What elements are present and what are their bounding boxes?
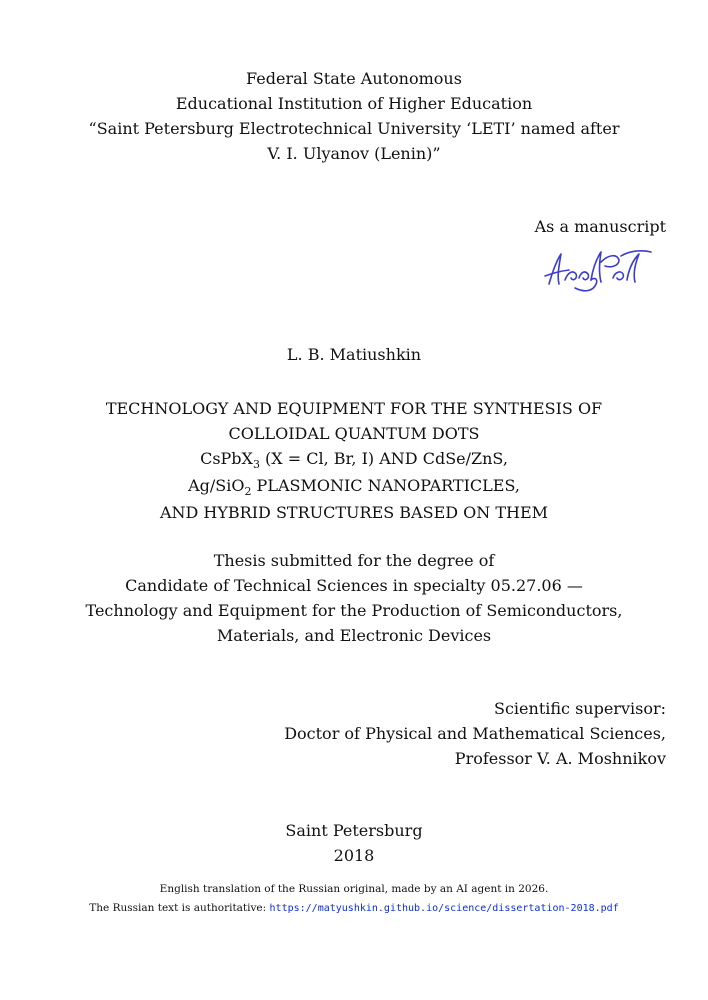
degree-line-2: Candidate of Technical Sciences in specialty 05.27.06 —: [125, 576, 583, 595]
title-line-3: [0, 446, 708, 473]
signature-icon: [535, 240, 655, 296]
degree-statement: [0, 548, 708, 648]
supervisor-label: Scientific supervisor:: [494, 699, 666, 718]
title-line-5: AND HYBRID STRUCTURES BASED ON THEM: [159, 503, 549, 522]
translation-note: [0, 880, 708, 918]
institution-line-2: Educational Institution of Higher Education: [175, 94, 533, 113]
supervisor-name: Professor V. A. Moshnikov: [454, 749, 666, 768]
institution-line-3: “Saint Petersburg Electrotechnical University ‘LETI’ named after: [88, 119, 620, 138]
manuscript-label: As a manuscript: [534, 217, 666, 236]
degree-line-1: Thesis submitted for the degree of: [213, 551, 495, 570]
institution-line-4: V. I. Ulyanov (Lenin)”: [267, 144, 441, 163]
title-formula-sub-3: 3: [252, 458, 260, 471]
institution-line-1: Federal State Autonomous: [246, 69, 462, 88]
title-formula-sub-2: 2: [244, 485, 252, 498]
supervisor-block: [284, 696, 666, 771]
title-line-3-suffix: (X = Cl, Br, I) AND CdSe/ZnS,: [259, 449, 508, 468]
degree-line-4: Materials, and Electronic Devices: [216, 626, 492, 645]
title-line-2: COLLOIDAL QUANTUM DOTS: [228, 424, 480, 443]
title-line-4: [0, 473, 708, 500]
place: Saint Petersburg: [285, 821, 423, 840]
degree-line-3: Technology and Equipment for the Production of Semiconductors,: [85, 601, 623, 620]
footer-line-1: English translation of the Russian original, made by an AI agent in 2026.: [159, 883, 549, 895]
footer-line-2: [0, 899, 708, 918]
footer-line-2-text: The Russian text is authoritative:: [89, 902, 270, 914]
title-line-1: TECHNOLOGY AND EQUIPMENT FOR THE SYNTHESIS OF: [105, 399, 603, 418]
institution-header: [0, 66, 708, 166]
title-line-4-suffix: PLASMONIC NANOPARTICLES,: [251, 476, 520, 495]
place-year: [0, 818, 708, 868]
title-formula-agsio: Ag/SiO: [188, 476, 245, 495]
year: 2018: [333, 846, 375, 865]
author-name: L. B. Matiushkin: [286, 345, 422, 364]
supervisor-degree: Doctor of Physical and Mathematical Sciences,: [284, 724, 666, 743]
source-link[interactable]: https://matyushkin.github.io/science/dissertation-2018.pdf: [269, 903, 619, 914]
title-formula-cspbx: CsPbX: [200, 449, 253, 468]
thesis-title: [0, 396, 708, 525]
